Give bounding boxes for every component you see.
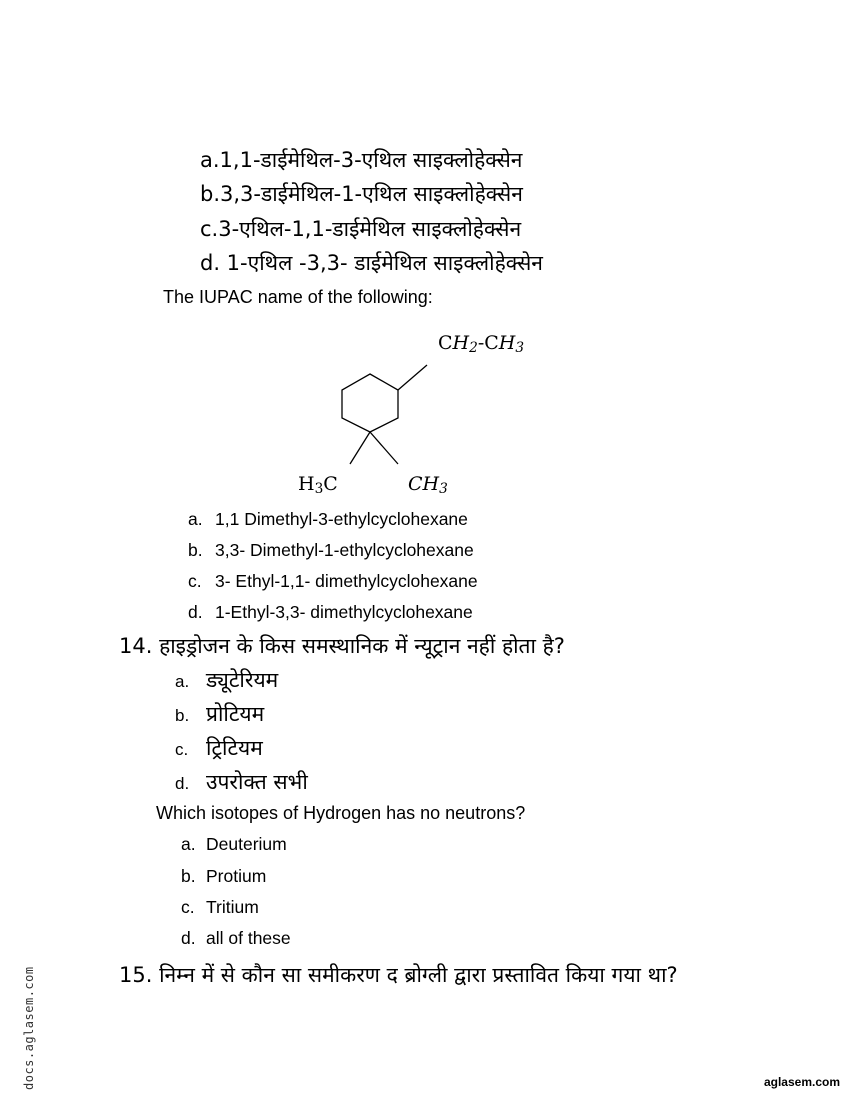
side-watermark-text: docs.aglasem.com: [22, 966, 36, 1090]
methyl-right-ch: CH: [408, 473, 440, 495]
ethyl-h1: H: [452, 332, 470, 354]
ethyl-h2: H: [498, 332, 516, 354]
q15-hindi-question: 15. निम्न में से कौन सा समीकरण द ब्रोग्ली द्वारा प्रस्तावित किया गया था?: [119, 963, 678, 987]
q14-hindi-option-b-letter: b.: [175, 706, 190, 725]
q14-option-b-letter: b.: [181, 866, 196, 886]
methyl-left-h: H: [298, 473, 315, 495]
ethyl-group-label: [438, 334, 524, 356]
q13-option-d-letter: d.: [188, 602, 203, 622]
q14-option-d-text: all of these: [206, 928, 291, 948]
q14-hindi-option-a-text: ड्यूटेरियम: [206, 668, 279, 692]
q13-option-a-text: 1,1 Dimethyl-3-ethylcyclohexane: [215, 509, 468, 529]
q14-english-option-a: [181, 834, 287, 854]
q14-option-c-letter: c.: [181, 897, 195, 917]
q13-english-option-a: [188, 509, 468, 529]
ethyl-c1: C: [438, 332, 453, 354]
methyl-right-sub: 3: [439, 481, 448, 497]
ethyl-sub1: 2: [469, 340, 478, 356]
q14-hindi-option-a: [175, 668, 279, 692]
q13-hindi-option-d: d. 1-एथिल -3,3- डाईमेथिल साइक्लोहेक्सेन: [200, 251, 543, 275]
ethyl-dash-c: -C: [477, 332, 499, 354]
q14-hindi-question: 14. हाइड्रोजन के किस समस्थानिक में न्यूट्रान नहीं होता है?: [119, 634, 565, 658]
q13-option-d-text: 1-Ethyl-3,3- dimethylcyclohexane: [215, 602, 473, 622]
q14-hindi-option-b-text: प्रोटियम: [206, 702, 265, 726]
q13-hindi-option-c: c.3-एथिल-1,1-डाईमेथिल साइक्लोहेक्सेन: [200, 217, 522, 241]
q13-english-question: The IUPAC name of the following:: [163, 287, 433, 307]
q13-option-b-text: 3,3- Dimethyl-1-ethylcyclohexane: [215, 540, 474, 560]
q14-hindi-option-c-letter: c.: [175, 740, 189, 759]
q14-english-question: Which isotopes of Hydrogen has no neutrons?: [156, 803, 526, 823]
q14-option-c-text: Tritium: [206, 897, 259, 917]
q14-option-a-letter: a.: [181, 834, 196, 854]
q14-hindi-option-d-text: उपरोक्त सभी: [206, 770, 308, 794]
q14-english-option-b: [181, 866, 267, 886]
q14-hindi-option-b: [175, 702, 265, 726]
q13-english-option-d: [188, 602, 473, 622]
q13-option-c-letter: c.: [188, 571, 202, 591]
ethyl-sub2: 3: [515, 340, 525, 356]
methyl-left-label: [298, 475, 338, 497]
side-watermark: [6, 930, 36, 1090]
methyl-right-label: [408, 475, 448, 497]
methyl-left-sub: 3: [314, 481, 324, 497]
q13-english-option-b: [188, 540, 474, 560]
q14-option-d-letter: d.: [181, 928, 196, 948]
q14-option-a-text: Deuterium: [206, 834, 287, 854]
q14-hindi-option-d: [175, 770, 308, 794]
q13-option-b-letter: b.: [188, 540, 203, 560]
footer-brand: aglasem.com: [763, 1075, 840, 1089]
q13-english-option-c: [188, 571, 478, 591]
methyl-left-c: C: [323, 473, 338, 495]
q14-english-option-d: [181, 928, 291, 948]
q14-english-option-c: [181, 897, 259, 917]
q13-hindi-option-b: b.3,3-डाईमेथिल-1-एथिल साइक्लोहेक्सेन: [200, 182, 523, 206]
q14-hindi-option-d-letter: d.: [175, 774, 190, 793]
q13-hindi-option-a: a.1,1-डाईमेथिल-3-एथिल साइक्लोहेक्सेन: [200, 148, 523, 172]
q14-hindi-option-c: [175, 736, 263, 760]
q14-hindi-option-c-text: ट्रिटियम: [206, 736, 263, 760]
q14-hindi-option-a-letter: a.: [175, 672, 190, 691]
q13-option-a-letter: a.: [188, 509, 203, 529]
q13-option-c-text: 3- Ethyl-1,1- dimethylcyclohexane: [215, 571, 478, 591]
q14-option-b-text: Protium: [206, 866, 267, 886]
